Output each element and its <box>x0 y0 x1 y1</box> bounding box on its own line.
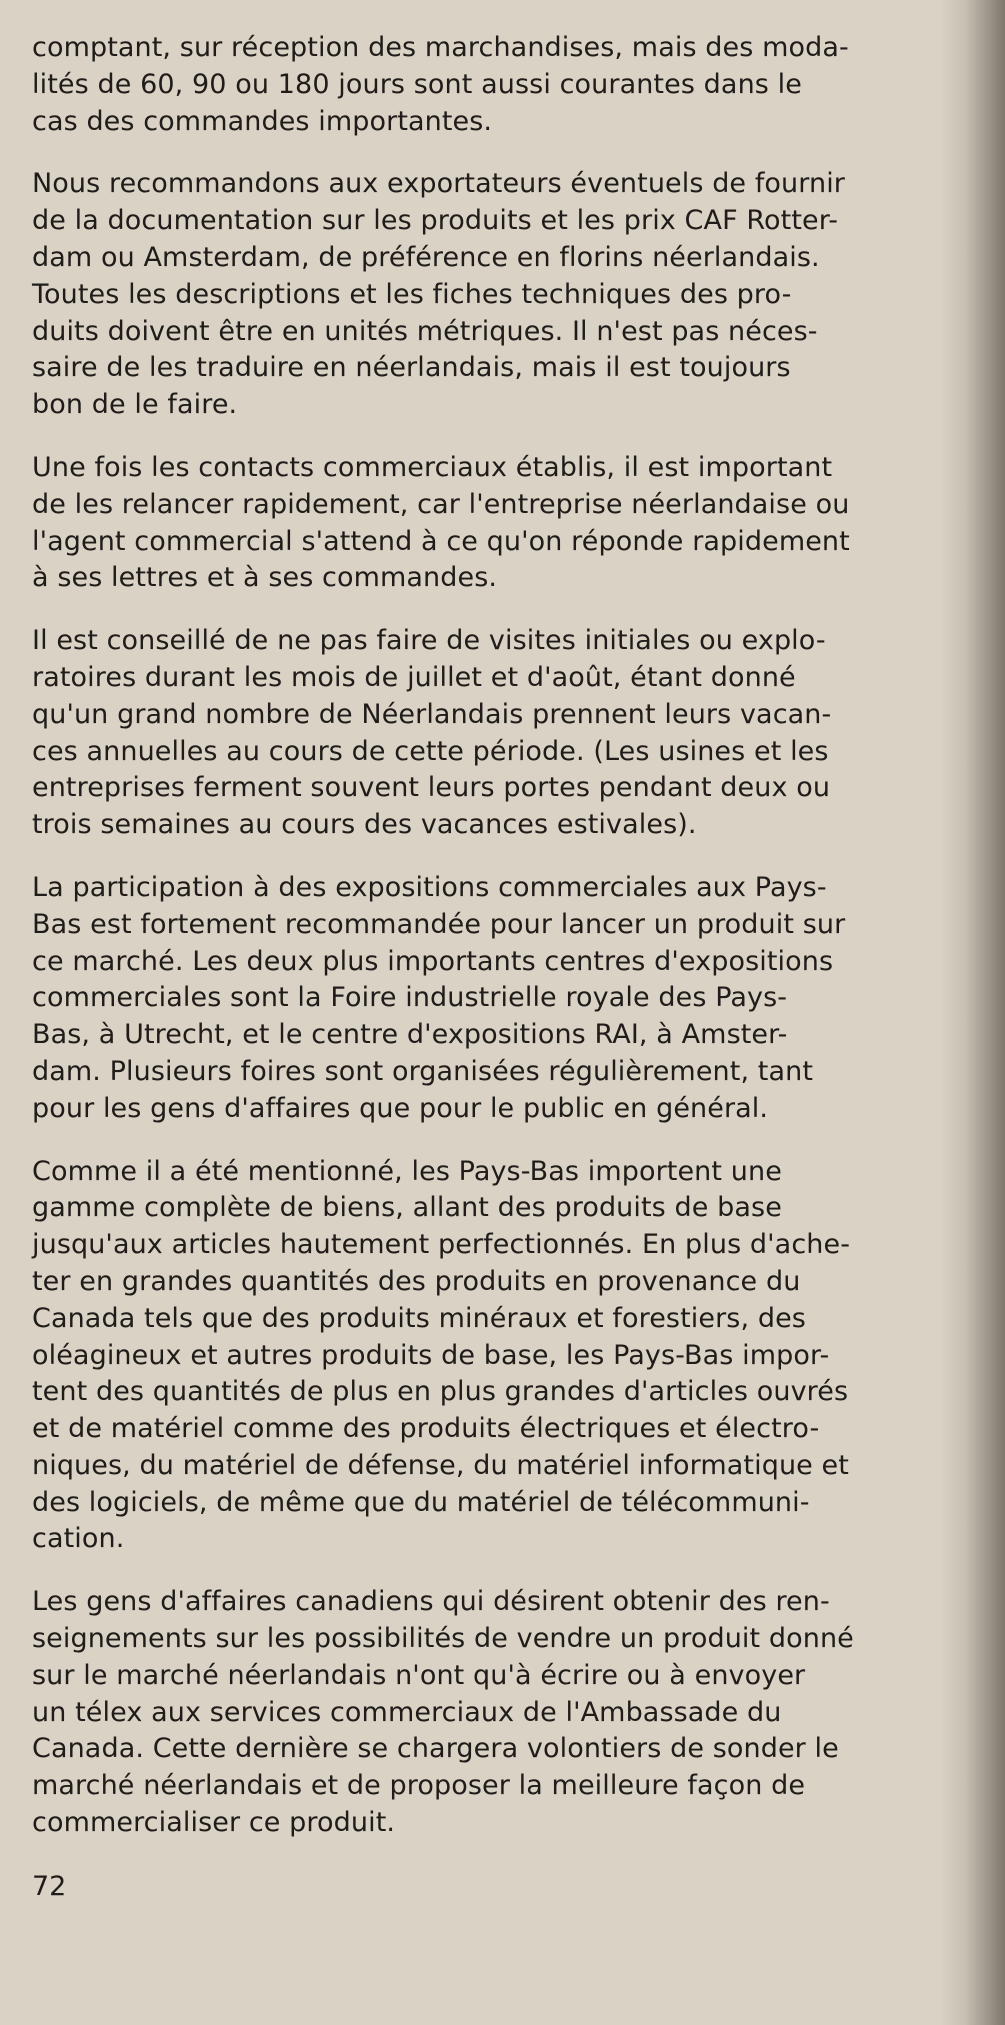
page-number: 72 <box>32 1871 67 1902</box>
page-edge-shadow <box>965 0 1005 2025</box>
paragraph-5: La participation à des expositions commerciales aux Pays- Bas est fortement recommandée pour lancer un produit sur ce marché. Les deux plus importants centres d'expositions commerciales sont la Foire industrielle royale des Pays- Bas, à Utrecht, et le centre d'expositions RAI, à Amster- dam. Plusieurs foires sont organisées régulièrement, tant pour les gens d'affaires que pour le public en général. <box>32 871 846 1124</box>
page-body <box>32 30 952 1868</box>
paragraph-4: Il est conseillé de ne pas faire de visites initiales ou explo- ratoires durant les mois de juillet et d'août, étant donné qu'un grand nombre de Néerlandais prennent leurs vacan- ces annuelles au cours de cette période. (Les usines et les entreprises ferment souvent leurs portes pendant deux ou trois semaines au cours des vacances estivales). <box>32 625 832 841</box>
paragraph-2: Nous recommandons aux exportateurs éventuels de fournir de la documentation sur les produits et les prix CAF Rotter- dam ou Amsterdam, de préférence en florins néerlandais. Toutes les descriptions et les fiches techniques des pro- duits doivent être en unités métriques. Il n'est pas néces- saire de les traduire en néerlandais, mais il est toujours bon de le faire. <box>32 168 846 421</box>
paragraph-3: Une fois les contacts commerciaux établis, il est important de les relancer rapidement, car l'entreprise néerlandaise ou l'agent commercial s'attend à ce qu'on réponde rapidement à ses lettres et à ses commandes. <box>32 451 850 594</box>
paragraph-6: Comme il a été mentionné, les Pays-Bas importent une gamme complète de biens, allant des produits de base jusqu'aux articles hautement perfectionnés. En plus d'ache- ter en grandes quantités des produits en provenance du Canada tels que des produits minéraux et forestiers, des oléagineux et autres produits de base, les Pays-Bas impor- tent des quantités de plus en plus grandes d'articles ouvrés et de matériel comme des produits électriques et électro- niques, du matériel de défense, du matériel informatique et des logiciels, de même que du matériel de télécommuni- cation. <box>32 1155 851 1555</box>
paragraph-7: Les gens d'affaires canadiens qui désirent obtenir des ren- seignements sur les possibilités de vendre un produit donné sur le marché néerlandais n'ont qu'à écrire ou à envoyer un télex aux services commerciaux de l'Ambassade du Canada. Cette dernière se chargera volontiers de sonder le marché néerlandais et de proposer la meilleure façon de commercialiser ce produit. <box>32 1586 854 1839</box>
paragraph-1: comptant, sur réception des marchandises, mais des moda- lités de 60, 90 ou 180 jours sont aussi courantes dans le cas des commandes importantes. <box>32 32 849 137</box>
